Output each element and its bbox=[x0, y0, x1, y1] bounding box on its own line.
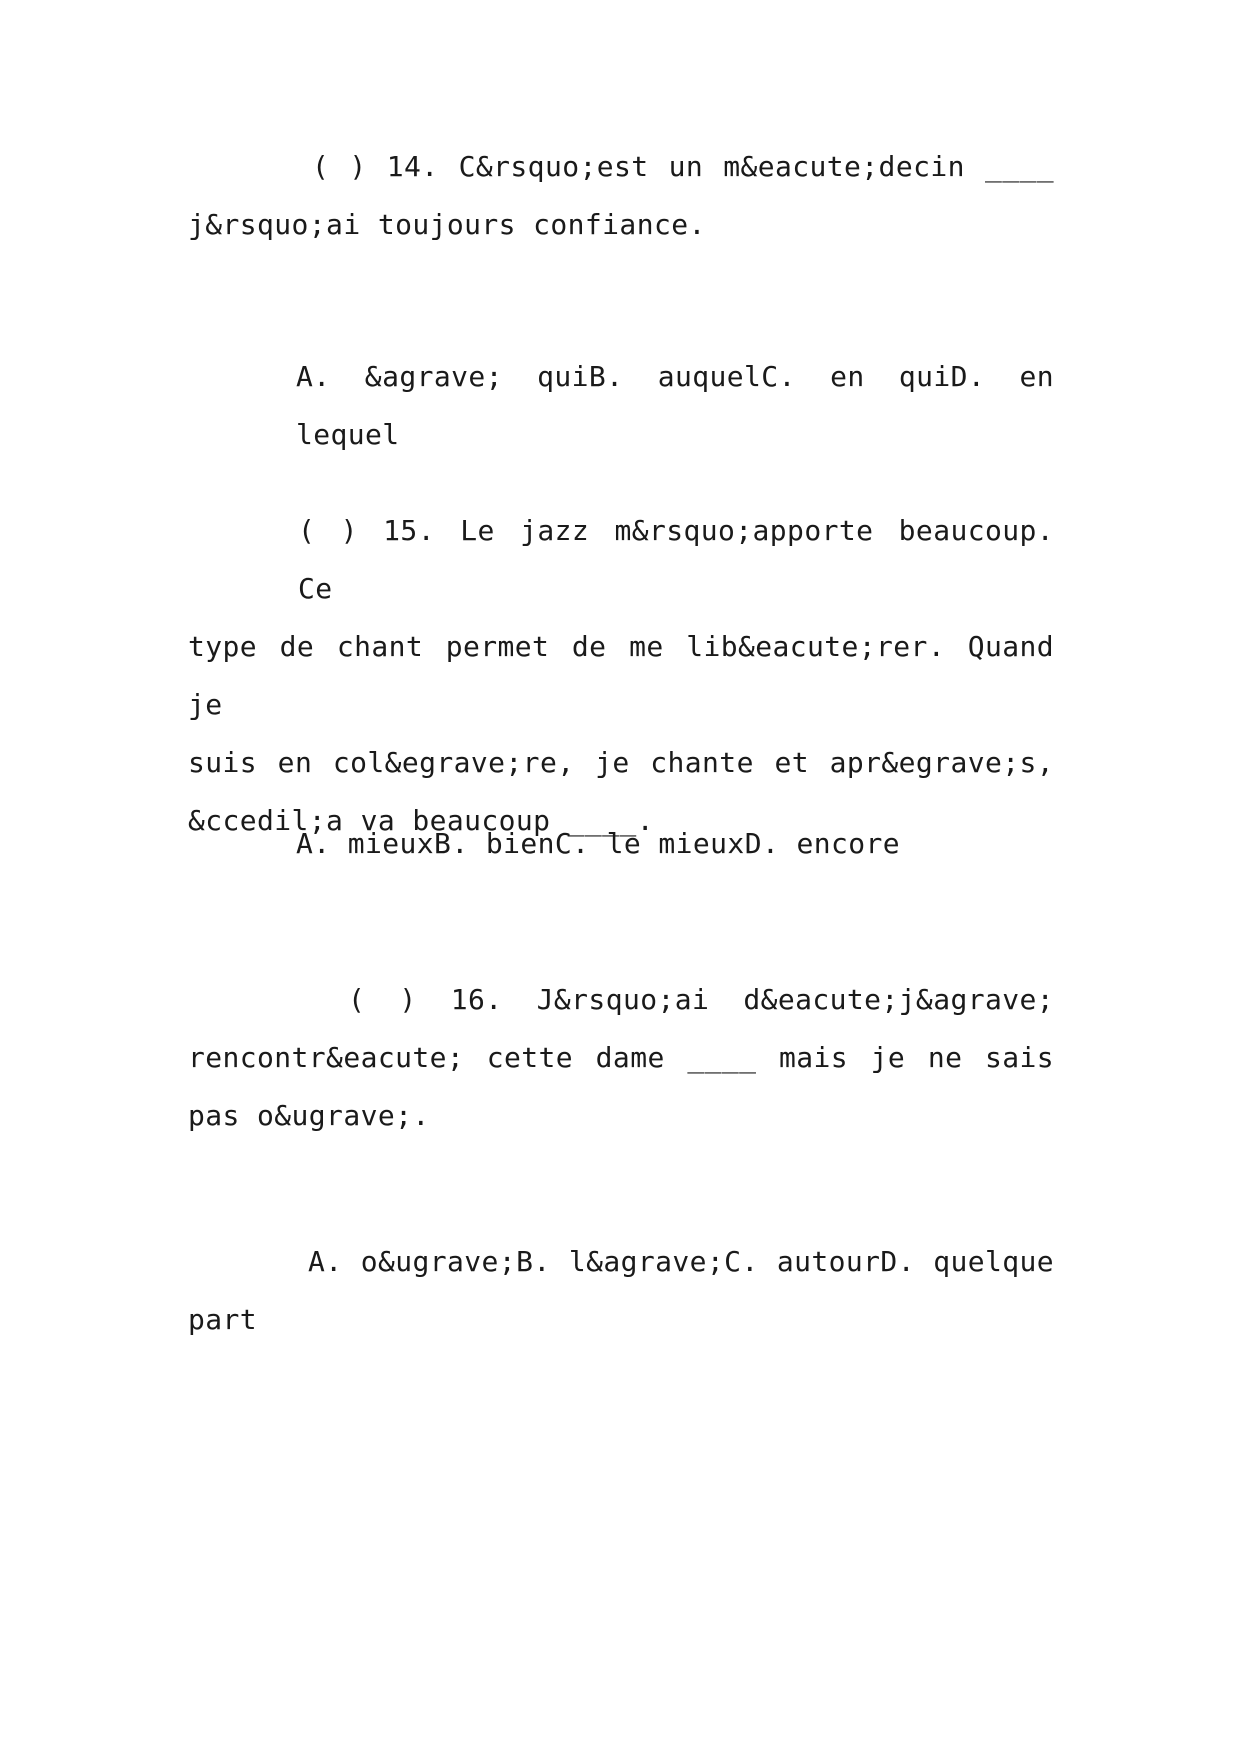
question-14-options-line: A. &agrave; quiB. auquelC. en quiD. en lequel bbox=[296, 360, 1054, 451]
question-15-options-line: A. mieuxB. bienC. le mieuxD. encore bbox=[296, 827, 901, 860]
question-14-options bbox=[188, 348, 1054, 464]
question-16-line-3: pas o&ugrave;. bbox=[188, 1099, 430, 1132]
question-15-options bbox=[188, 815, 1054, 873]
question-14-line-2: j&rsquo;ai toujours confiance. bbox=[188, 208, 706, 241]
question-16-options-line-1: A. o&ugrave;B. l&agrave;C. autourD. quelque bbox=[308, 1245, 1054, 1278]
question-15-line-4: &ccedil;a va beaucoup ____. bbox=[188, 804, 654, 837]
question-14 bbox=[188, 138, 1054, 254]
question-16-line-2: rencontr&eacute; cette dame ____ mais je ne sais bbox=[188, 1041, 1054, 1074]
question-16 bbox=[188, 971, 1054, 1145]
question-16-options-line-2: part bbox=[188, 1303, 258, 1336]
question-16-options bbox=[188, 1233, 1054, 1349]
question-15-line-2: type de chant permet de me lib&eacute;rer. Quand je bbox=[188, 630, 1054, 721]
question-15 bbox=[188, 502, 1054, 850]
question-15-line-1: ( ) 15. Le jazz m&rsquo;apporte beaucoup. Ce bbox=[298, 514, 1054, 605]
question-14-line-1: ( ) 14. C&rsquo;est un m&eacute;decin ____ bbox=[312, 150, 1054, 183]
question-15-line-3: suis en col&egrave;re, je chante et apr&egrave;s, bbox=[188, 746, 1054, 779]
question-16-line-1: ( ) 16. J&rsquo;ai d&eacute;j&agrave; bbox=[348, 983, 1054, 1016]
